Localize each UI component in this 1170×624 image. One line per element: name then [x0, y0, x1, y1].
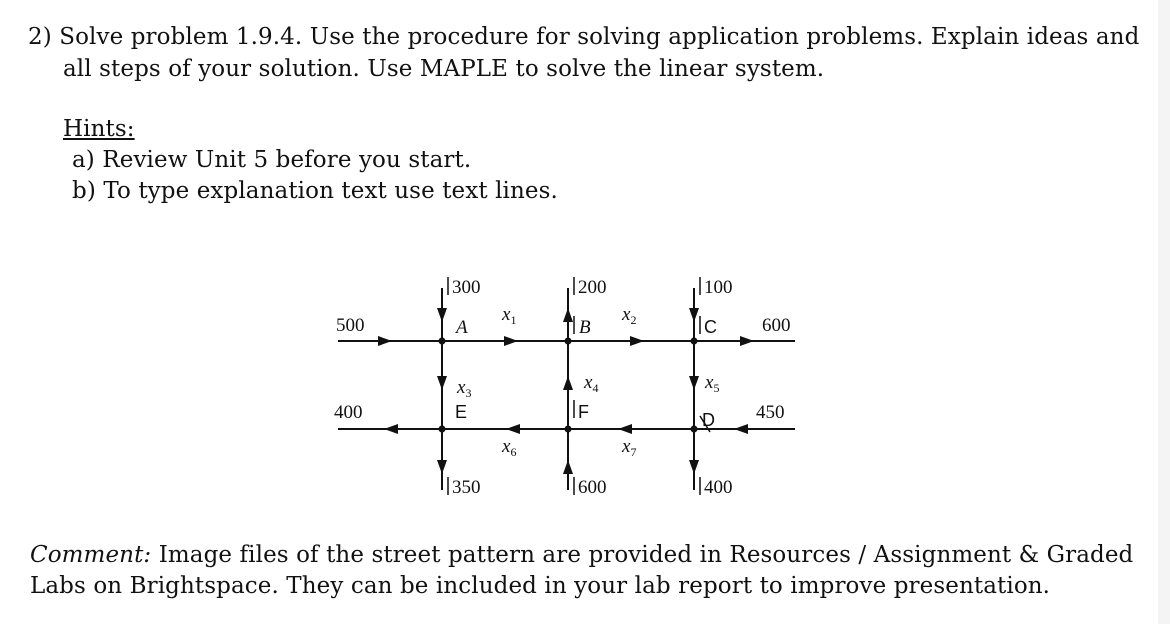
comment-line-1	[30, 540, 1133, 570]
node-label-b: B	[579, 317, 591, 338]
node-label-a: A	[456, 317, 468, 338]
arrow-x7	[618, 424, 632, 434]
problem-statement-line-2: all steps of your solution. Use MAPLE to solve the linear system.	[63, 56, 825, 82]
variable-x7: $x_7$	[622, 436, 637, 459]
flow-bottom-d: 400	[704, 477, 733, 498]
variable-x1: $x_1$	[502, 304, 517, 327]
arrow-in-450	[734, 424, 748, 434]
arrow-x3	[437, 376, 447, 390]
arrow-x2	[630, 336, 644, 346]
variable-x4: $x_4$	[584, 372, 599, 395]
node-label-d: D	[702, 410, 715, 430]
arrow-x4	[563, 376, 573, 390]
variable-x6: $x_6$	[502, 436, 517, 459]
arrow-x1	[504, 336, 518, 346]
arrow-out-350	[437, 460, 447, 474]
variable-x5: $x_5$	[705, 372, 720, 395]
arrow-out-400	[384, 424, 398, 434]
arrow-x6	[506, 424, 520, 434]
hint-text: To type explanation text use text lines.	[103, 178, 558, 204]
comment-line-2: Labs on Brightspace. They can be included in your lab report to improve presentation.	[30, 573, 1051, 599]
arrow-in-200	[563, 308, 573, 322]
flow-left-bottom: 400	[334, 402, 363, 423]
arrow-out-400-bottom	[689, 460, 699, 474]
arrow-x5	[689, 376, 699, 390]
node-label-e: E	[455, 402, 468, 422]
node-label-c: C	[704, 317, 717, 337]
node-dot-b	[565, 338, 572, 345]
flow-bottom-f: 600	[578, 477, 607, 498]
node-dot-f	[565, 426, 572, 433]
flow-right-top: 600	[762, 315, 791, 336]
hint-text: Review Unit 5 before you start.	[102, 147, 472, 173]
hints-title: Hints:	[63, 116, 135, 142]
comment-text-1: Image files of the street pattern are provided in Resources / Assignment & Graded	[151, 542, 1134, 568]
arrow-in-500	[378, 336, 392, 346]
arrow-in-600-bottom	[563, 460, 573, 474]
flow-right-bottom: 450	[756, 402, 785, 423]
problem-number: 2)	[28, 24, 52, 50]
flow-top-c: 100	[704, 277, 733, 298]
arrow-in-300	[437, 308, 447, 322]
comment-label: Comment:	[30, 542, 152, 568]
node-dot-a	[439, 338, 446, 345]
flow-top-a: 300	[452, 277, 481, 298]
flow-bottom-e: 350	[452, 477, 481, 498]
problem-text-1: Solve problem 1.9.4. Use the procedure for solving application problems. Explain ideas and	[59, 24, 1140, 50]
flow-top-b: 200	[578, 277, 607, 298]
node-dot-d	[691, 426, 698, 433]
node-dot-c	[691, 338, 698, 345]
arrow-in-100	[689, 308, 699, 322]
arrow-out-600	[740, 336, 754, 346]
node-label-f: F	[578, 402, 589, 422]
page-edge-strip	[1158, 0, 1170, 624]
hint-marker: a)	[72, 147, 95, 173]
variable-x3: $x_3$	[457, 377, 472, 400]
hint-marker: b)	[72, 178, 96, 204]
flow-left-top: 500	[336, 315, 365, 336]
node-dot-e	[439, 426, 446, 433]
variable-x2: $x_2$	[622, 304, 637, 327]
